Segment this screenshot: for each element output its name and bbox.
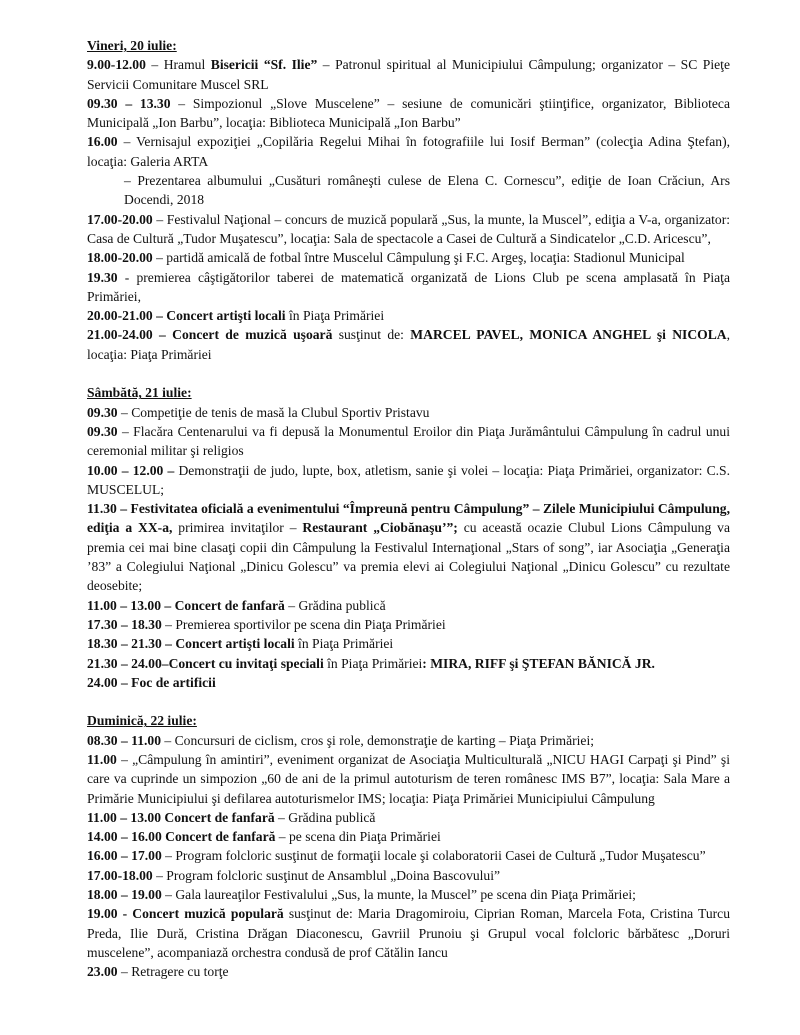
schedule-entry — [87, 827, 730, 846]
schedule-entry — [87, 461, 730, 500]
entry-bold-text: 11.00 — [87, 751, 117, 767]
schedule-entry — [87, 248, 730, 267]
entry-bold-text: 17.00-20.00 — [87, 211, 153, 227]
schedule-entry — [87, 55, 730, 94]
entry-bold-text: 16.00 – 17.00 — [87, 848, 162, 864]
entry-bold-text: 11.00 – 13.00 Concert de fanfară — [87, 809, 275, 825]
entry-text: cu această ocazie Clubul Lions Câmpulung va premia cei mai bine clasaţi copii din Câmpulung la Festivalul Internaţional „Stars of song”, iar Asociaţia „Generaţia ’83” a Colegiului Naţional „Dinicu Golescu” va premia elevi ai Colegiului Naţional „Dinicu Golescu” cu rezultate deosebite; — [87, 520, 730, 594]
program-document — [87, 36, 730, 982]
schedule-entry — [87, 94, 730, 133]
entry-bold-text: MARCEL PAVEL, MONICA ANGHEL şi NICOLA — [410, 327, 727, 343]
schedule-entry — [87, 673, 730, 692]
schedule-entry — [87, 654, 730, 673]
entry-text: – Gala laureaţilor Festivalului „Sus, la munte, la Muscel” pe scena din Piaţa Primăriei; — [161, 887, 636, 903]
entry-bold-text: 21.30 – 24.00–Concert cu invitaţi speciali — [87, 655, 324, 671]
section-gap — [87, 692, 730, 711]
entry-bold-text: 09.30 — [87, 404, 118, 420]
day-section — [87, 36, 730, 364]
section-gap — [87, 364, 730, 383]
entry-bold-text: Bisericii “Sf. Ilie” — [210, 57, 318, 73]
entry-bold-text: 09.30 – 13.30 — [87, 95, 171, 111]
entry-bold-text: : MIRA, RIFF şi ŞTEFAN BĂNICĂ JR. — [422, 655, 655, 671]
day-section — [87, 383, 730, 692]
entry-text: susţinut de: Maria Dragomiroiu, Ciprian Roman, Marcela Fota, Cristina Turcu Preda, Ilie Dură, Cristina Drăgan Diaconescu, Gavriil Prunoiu şi Grupul vocal folcloric bărbătesc „Doruri muscelene”, acompaniază orchestra condusă de prof Cătălin Iancu — [87, 906, 730, 960]
day-title: Vineri, 20 iulie: — [87, 38, 177, 53]
entry-bold-text: 19.00 - Concert muzică populară — [87, 906, 284, 922]
entry-text: – Hramul — [145, 57, 211, 73]
entry-text: – Flacăra Centenarului va fi depusă la Monumentul Eroilor din Piaţa Jurământului Câmpulung în cadrul unui ceremonial militar şi religios — [87, 423, 730, 459]
entry-text: – Prezentarea albumului „Cusături româneşti culese de Elena C. Cornescu”, ediţie de Ioan Crăciun, Ars Docendi, 2018 — [124, 173, 730, 208]
entry-bold-text: 23.00 — [87, 964, 118, 980]
entry-text: – Program folcloric susţinut de Ansamblul „Doina Bascovului” — [152, 867, 501, 883]
schedule-entry — [87, 904, 730, 962]
entry-bold-text: 17.00-18.00 — [87, 867, 153, 883]
schedule-entry — [87, 403, 730, 422]
entry-text: – Retragere cu torţe — [117, 964, 229, 980]
entry-text: – partidă amicală de fotbal între Muscelul Câmpulung şi F.C. Argeş, locaţia: Stadionul Municipal — [152, 250, 685, 266]
day-title: Duminică, 22 iulie: — [87, 713, 197, 729]
entry-text: – Vernisajul expoziţiei „Copilăria Regelui Mihai în fotografiile lui Iosif Berman” (colecţia Adina Ştefan), locaţia: Galeria ARTA — [87, 134, 730, 169]
schedule-entry — [87, 731, 730, 750]
entry-text: – Simpozionul „Slove Muscelene” – sesiune de comunicări ştiinţifice, organizator, Biblioteca Municipală „Ion Barbu”, locaţia: Biblioteca Municipală „Ion Barbu” — [87, 95, 730, 131]
entry-text: Demonstraţii de judo, lupte, box, atletism, sanie şi volei – locaţia: Piaţa Primăriei, organizator: C.S. MUSCELUL; — [87, 462, 730, 497]
entry-bold-text: 08.30 – 11.00 — [87, 732, 162, 748]
entry-bold-text: 18.00 – 19.00 — [87, 887, 162, 903]
entry-bold-text: 11.30 – Festivitatea oficială a evenimentului “Împreună pentru Câmpulung” – Zilele Municipiului Câmpulung, ediţia a XX-a, — [87, 501, 730, 536]
entry-text: – „Câmpulung în amintiri”, eveniment organizat de Asociaţia Multiculturală „NICU HAGI Carpaţi şi Pind” şi care va cuprinde un simpozion „60 de ani de la primul autoturism de teren românesc IMS B7”, locaţia: Sala Mare a Primărie Municipiului şi defilarea autoturismelor IMS; locaţia: Piaţa Primăriei Municipiului Câmpulung — [87, 751, 730, 806]
entry-text: în Piaţa Primăriei — [294, 636, 394, 652]
entry-text: – Program folcloric susţinut de formaţii locale şi colaboratorii Casei de Cultură „Tudor Muşatescu” — [161, 848, 706, 864]
schedule-entry — [87, 885, 730, 904]
schedule-entry — [87, 596, 730, 615]
entry-bold-text: 16.00 — [87, 134, 118, 150]
entry-bold-text: 11.00 – 13.00 – Concert de fanfară — [87, 597, 285, 613]
entry-bold-text: 09.30 — [87, 423, 118, 439]
schedule-entry — [87, 325, 730, 364]
entry-bold-text: 24.00 – Foc de artificii — [87, 674, 216, 690]
schedule-entry — [87, 615, 730, 634]
entry-bold-text: 20.00-21.00 – Concert artişti locali — [87, 308, 286, 324]
schedule-entry — [87, 808, 730, 827]
entry-text: în Piaţa Primăriei — [285, 308, 385, 324]
entry-text: – pe scena din Piaţa Primăriei — [275, 829, 441, 845]
day-title: Sâmbătă, 21 iulie: — [87, 385, 192, 401]
entry-text: în Piaţa Primăriei — [323, 655, 423, 671]
entry-text: – Concursuri de ciclism, cros şi role, demonstraţie de karting – Piaţa Primăriei; — [161, 732, 595, 748]
entry-text: – Competiţie de tenis de masă la Clubul Sportiv Pristavu — [117, 404, 430, 420]
schedule-entry — [87, 846, 730, 865]
schedule-entry — [87, 634, 730, 653]
entry-text: – Premierea sportivilor pe scena din Piaţa Primăriei — [161, 616, 446, 632]
entry-text: , locaţia: Piaţa Primăriei — [87, 327, 731, 362]
entry-text: – Patronul spiritual al Municipiului Câmpulung; organizator – SC Pieţe Servicii Comunitare Muscel SRL — [87, 57, 730, 92]
schedule-entry — [87, 422, 730, 461]
entry-text: primirea invitaţilor – — [172, 520, 303, 536]
entry-bold-text: 18.30 – 21.30 – Concert artişti locali — [87, 636, 295, 652]
schedule-entry — [87, 306, 730, 325]
entry-bold-text: 17.30 – 18.30 — [87, 616, 162, 632]
entry-bold-text: 19.30 — [87, 269, 118, 285]
entry-bold-text: 9.00-12.00 — [87, 57, 146, 73]
schedule-entry — [87, 750, 730, 808]
entry-text: - premierea câştigătorilor taberei de matematică organizată de Lions Club pe scena amplasată în Piaţa Primăriei, — [87, 269, 730, 304]
entry-bold-text: 18.00-20.00 — [87, 250, 153, 266]
entry-text: susţinut de: — [332, 327, 411, 343]
entry-bold-text: 10.00 – 12.00 – — [87, 462, 175, 478]
schedule-entry — [87, 268, 730, 307]
schedule-entry — [87, 962, 730, 981]
entry-bold-text: 14.00 – 16.00 Concert de fanfară — [87, 829, 276, 845]
entry-bold-text: 21.00-24.00 – Concert de muzică uşoară — [87, 327, 333, 343]
schedule-entry — [87, 171, 730, 210]
schedule-entry — [87, 499, 730, 595]
entry-bold-text: Restaurant „Ciobănaşu’”; — [302, 520, 458, 536]
entry-text: – Grădina publică — [284, 597, 386, 613]
day-section — [87, 711, 730, 981]
schedule-entry — [87, 210, 730, 249]
schedule-entry — [87, 866, 730, 885]
entry-text: – Festivalul Naţional – concurs de muzică populară „Sus, la munte, la Muscel”, ediţia a V-a, organizator: Casa de Cultură „Tudor Muşatescu”, locaţia: Sala de spectacole a Casei de Cultură a Sindicatelor „C.D. Aricescu”, — [87, 211, 730, 246]
schedule-entry — [87, 132, 730, 171]
entry-text: – Grădina publică — [274, 809, 376, 825]
